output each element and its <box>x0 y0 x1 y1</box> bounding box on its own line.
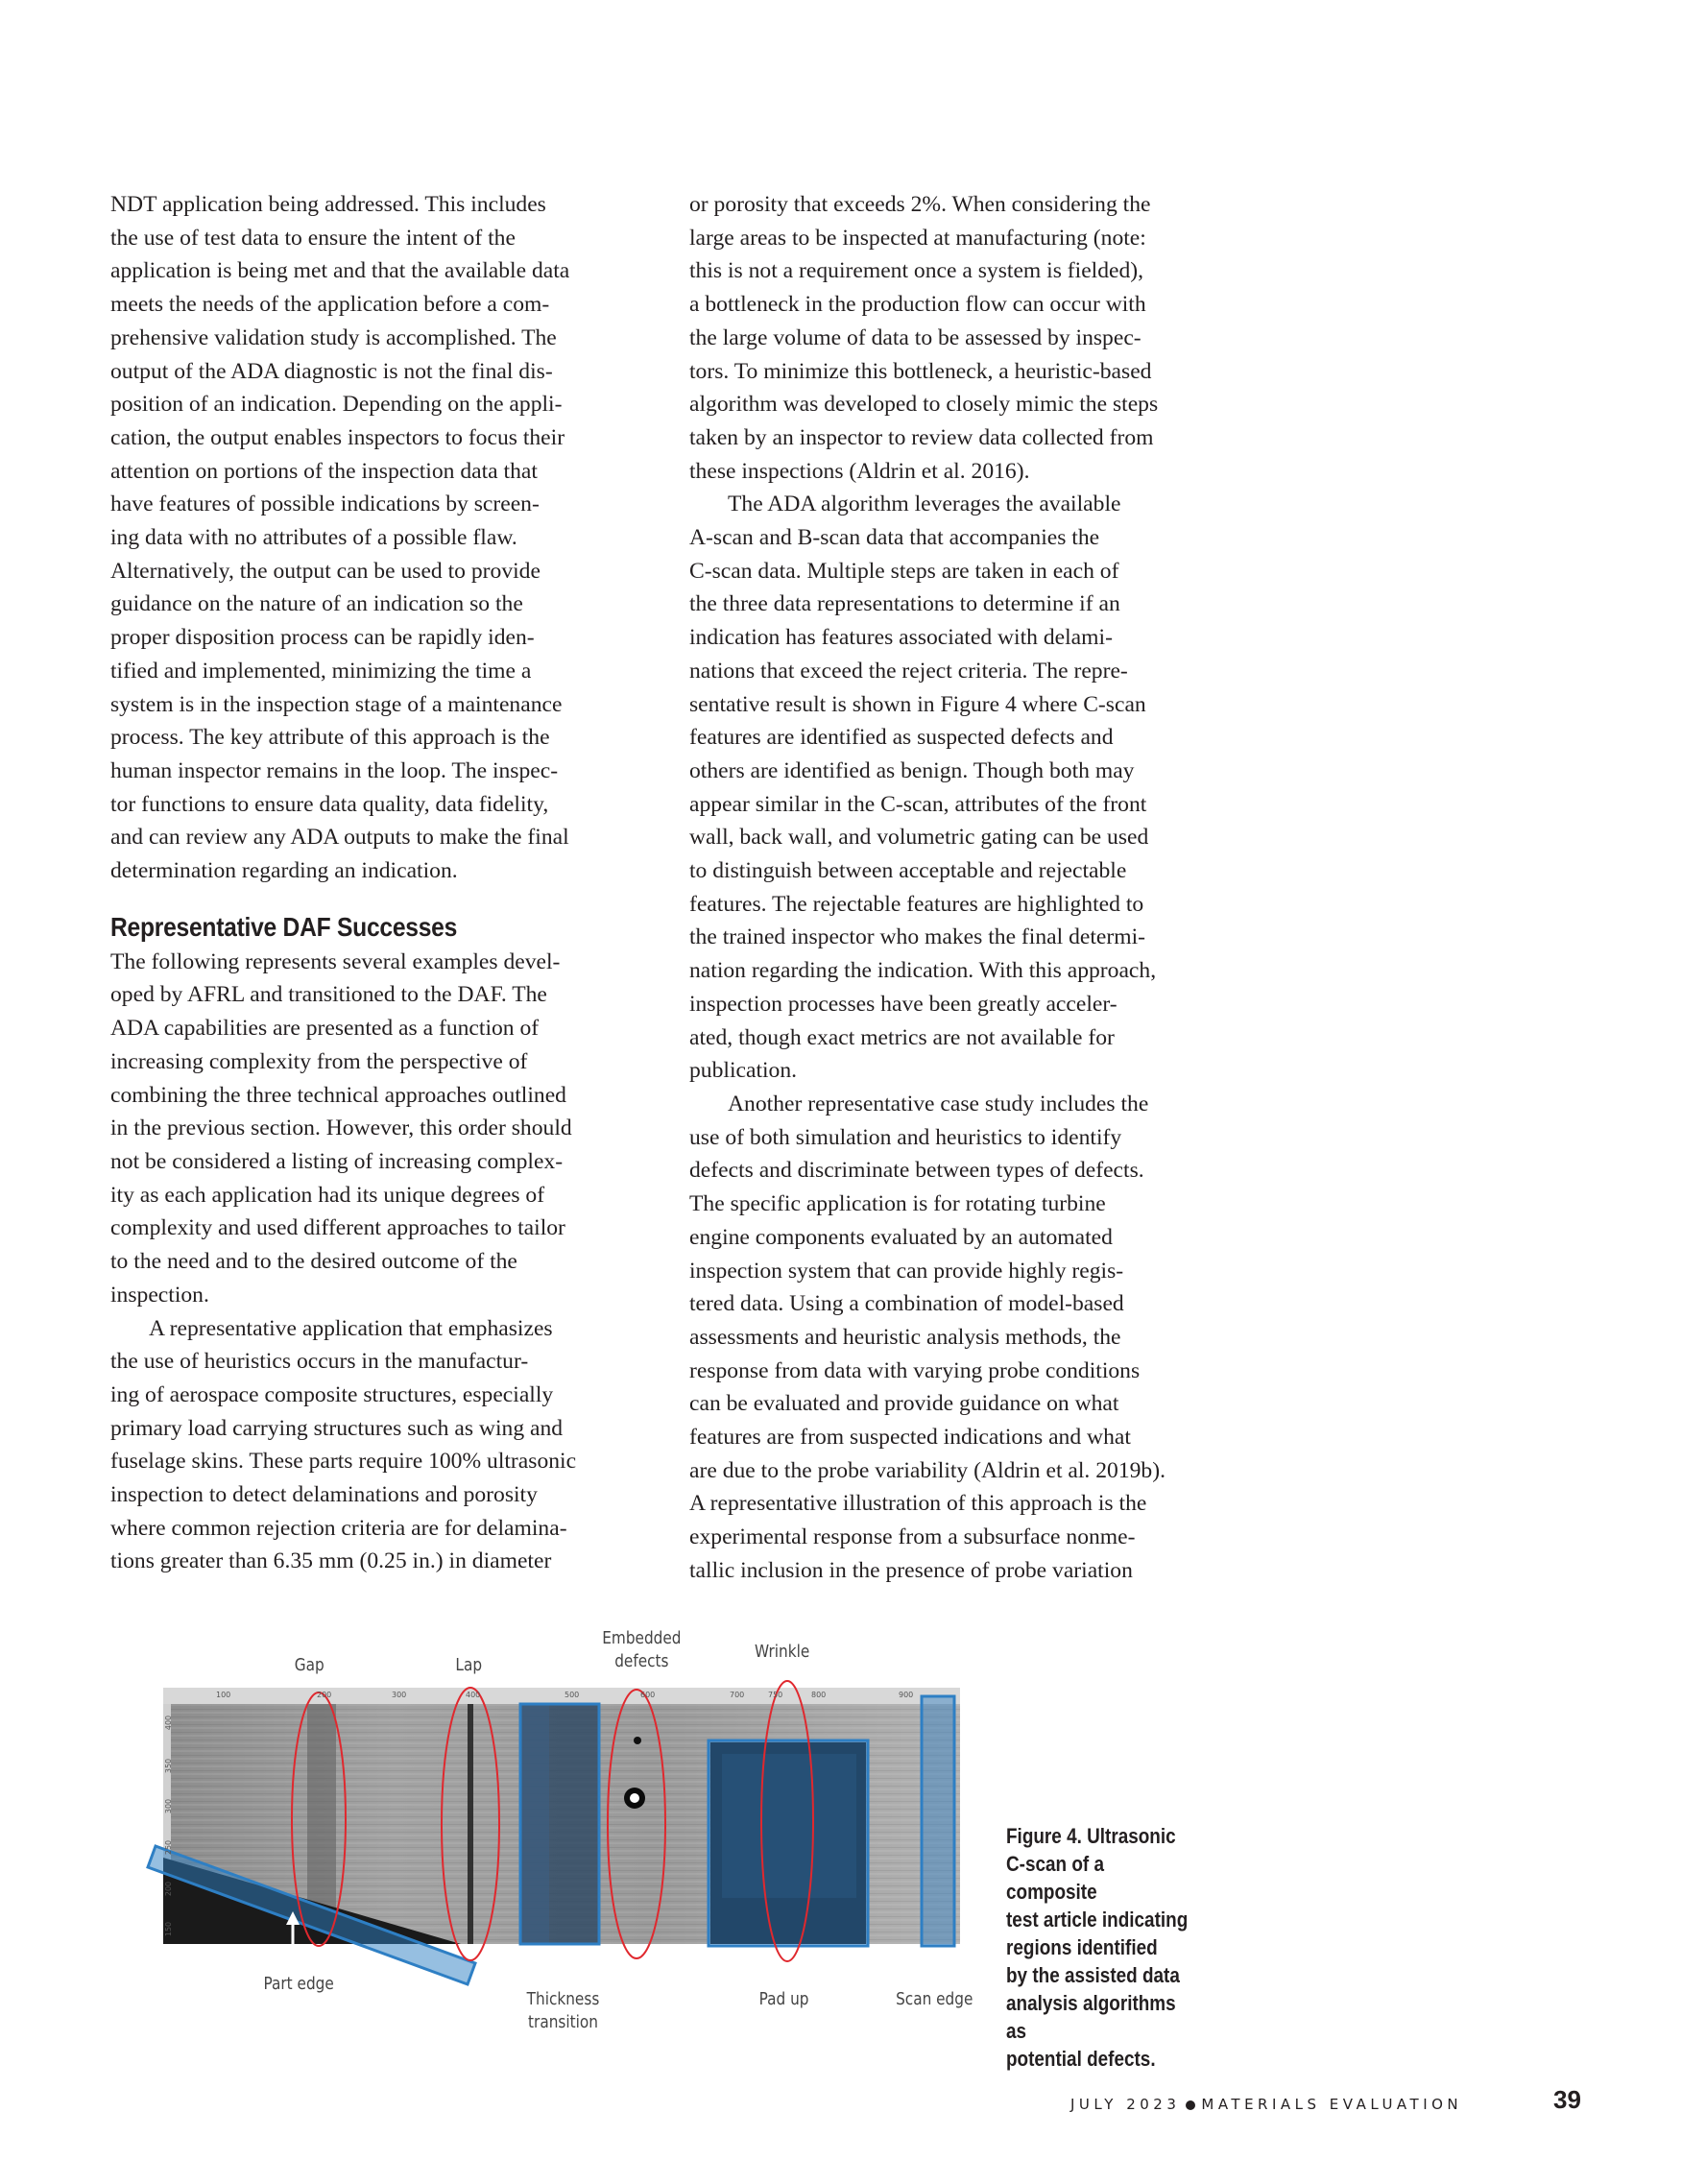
left-column <box>110 188 658 1578</box>
label-lap: Lap <box>455 1655 483 1675</box>
label-pad-up: Pad up <box>758 1989 809 2009</box>
label-part-edge: Part edge <box>263 1974 334 1994</box>
right-paragraph-1: or porosity that exceeds 2%. When considering the large areas to be inspected at manufacturing (note: this is not a requirement once a system is fielded), a bottleneck in the production flow can occur with the large volume of data to be assessed by inspec- tors. To minimize this bottleneck, a heuristic-based algorithm was developed to closely mimic the steps taken by an inspector to review data collected from these inspections (Aldrin et al. 2016). <box>689 192 1159 484</box>
left-paragraph-1: NDT application being addressed. This includes the use of test data to ensure the intent of the application is being met and that the available data meets the needs of the application before a com- prehensive validation study is accomplished. The output of the ADA diagnostic is not the final dis- position of an indication. Depending on the appli- cation, the output enables inspectors to focus their attention on portions of the inspection data that have features of possible indications by screen- ing data with no attributes of a possible flaw. Alternatively, the output can be used to provide guidance on the nature of an indication so the proper disposition process can be rapidly iden- tified and implemented, minimizing the time a system is in the inspection stage of a maintenance process. The key attribute of this approach is the human inspector remains in the loop. The inspec- tor functions to ensure data quality, data fidelity, and can review any ADA outputs to make the final determination regarding an indication. <box>110 192 570 884</box>
x-tick-label: 200 <box>317 1691 332 1699</box>
x-tick-label: 900 <box>899 1691 914 1699</box>
label-wrinkle: Wrinkle <box>755 1642 810 1662</box>
page-number: 39 <box>1553 2085 1581 2114</box>
bullet-icon <box>1186 2100 1195 2110</box>
figure-4 <box>134 1627 998 2040</box>
y-tick-label: 300 <box>164 1798 174 1814</box>
x-tick-label: 100 <box>216 1691 231 1699</box>
y-tick-label: 150 <box>164 1921 174 1937</box>
y-tick-label: 400 <box>164 1715 174 1731</box>
right-paragraph-3: Another representative case study includes the use of both simulation and heuristics to identify defects and discriminate between types of defects. The specific application is for rotating turbine engine components evaluated by an automated inspection system that can provide highly regis- tered data. Using a combination of model-based assessments and heuristic analysis methods, the response from data with varying probe conditions can be evaluated and provide guidance on what features are from suspected indications and what are due to the probe variability (Aldrin et al. 2019b). A representative illustration of this approach is the experimental response from a subsurface nonme- tallic inclusion in the presence of probe variation <box>689 1091 1165 1583</box>
x-tick-label: 500 <box>565 1691 580 1699</box>
running-footer <box>1070 2096 1462 2113</box>
y-tick-label: 350 <box>164 1758 174 1774</box>
x-tick-label: 800 <box>811 1691 827 1699</box>
label-thickness-transition: Thickness transition <box>526 1989 600 2032</box>
pad-up-box <box>709 1740 868 1946</box>
x-tick-label: 750 <box>768 1691 783 1699</box>
section-heading: Representative DAF Successes <box>110 911 458 942</box>
footer-journal: MATERIALS EVALUATION <box>1201 2096 1463 2113</box>
label-gap: Gap <box>294 1655 324 1675</box>
scan-edge-box <box>922 1696 954 1946</box>
left-paragraph-2: The following represents several examples devel- oped by AFRL and transitioned to the DAF. The ADA capabilities are presented as a function of increasing complexity from the perspective of combining the three technical approaches outlined in the previous section. However, this order should not be considered a listing of increasing complex- ity as each application had its unique degrees of complexity and used different approaches to tailor to the need and to the desired outcome of the inspection. <box>110 948 572 1308</box>
embedded-defect-small <box>634 1737 641 1744</box>
right-column <box>689 188 1246 1588</box>
figure-caption: Figure 4. Ultrasonic C-scan of a composite test article indicating regions identified by the assisted data analysis algorithms as potential defects. <box>1006 1824 1189 2071</box>
x-tick-label: 400 <box>466 1691 481 1699</box>
footer-date: JULY 2023 <box>1070 2096 1181 2113</box>
label-scan-edge: Scan edge <box>896 1989 973 2009</box>
label-embedded-defects: Embedded defects <box>602 1628 682 1671</box>
y-tick-label: 200 <box>164 1881 174 1897</box>
left-paragraph-3: A representative application that emphasizes the use of heuristics occurs in the manufactur- ing of aerospace composite structures, especially primary load carrying structures such as wing and fuselage skins. These parts require 100% ultrasonic inspection to detect delaminations and porosity where common rejection criteria are for delamina- tions greater than 6.35 mm (0.25 in.) in diameter <box>110 1315 577 1574</box>
y-tick-label: 250 <box>164 1839 174 1856</box>
x-tick-label: 600 <box>640 1691 656 1699</box>
x-tick-label: 300 <box>392 1691 407 1699</box>
right-paragraph-2: The ADA algorithm leverages the available A-scan and B-scan data that accompanies the C-scan data. Multiple steps are taken in each of the three data representations to determine if an indication has features associated with delami- nations that exceed the reject criteria. The repre- sentative result is shown in Figure 4 where C-scan features are identified as suspected defects and others are identified as benign. Though both may appear similar in the C-scan, attributes of the front wall, back wall, and volumetric gating can be used to distinguish between acceptable and rejectable features. The rejectable features are highlighted to the trained inspector who makes the final determi- nation regarding the indication. With this approach, inspection processes have been greatly acceler- ated, though exact metrics are not available for publication. <box>689 492 1157 1084</box>
lap-feature <box>468 1704 473 1944</box>
x-tick-label: 700 <box>730 1691 745 1699</box>
